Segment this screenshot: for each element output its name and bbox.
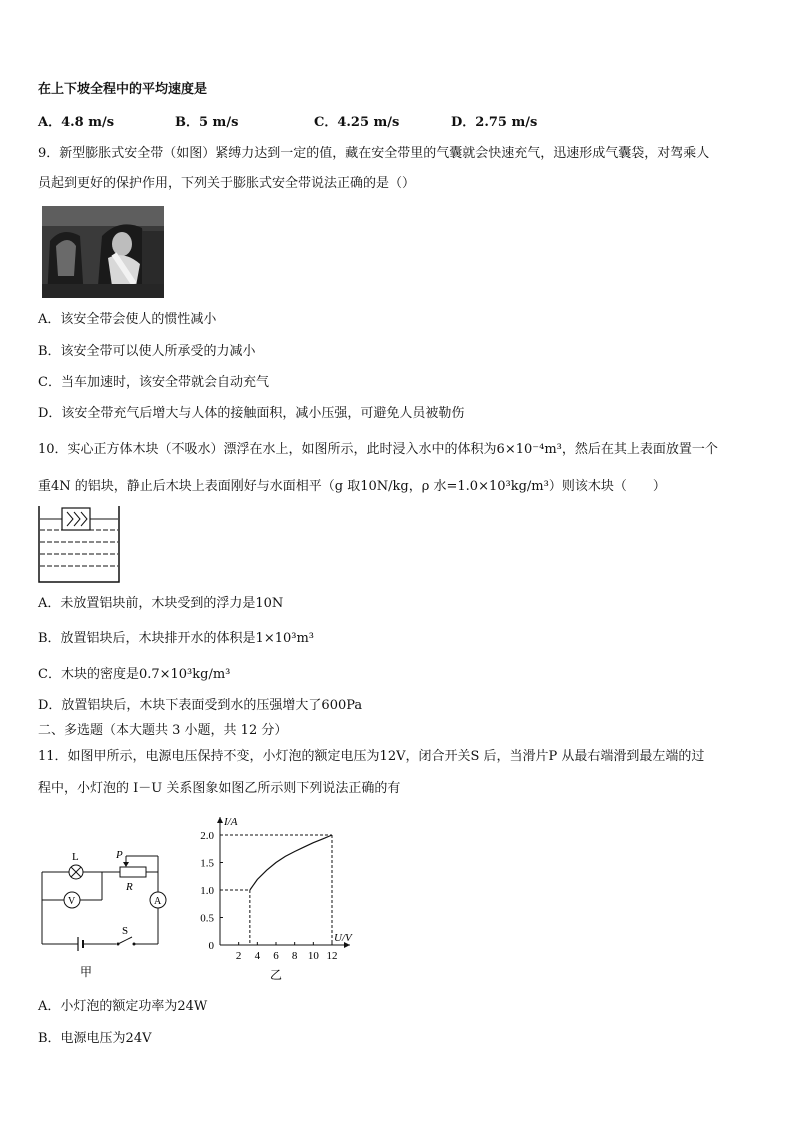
y-tick-label: 1.5 bbox=[200, 857, 214, 870]
q10-stem-line2: 重4N 的铝块，静止后木块上表面刚好与水面相平（g 取10N/kg，ρ 水=1.0×10³kg/m³）则该木块（ ） bbox=[38, 479, 666, 494]
seatbelt-photo bbox=[42, 206, 164, 298]
q9-option-d: D．该安全带充气后增大与人体的接触面积，减小压强，可避免人员被勒伤 bbox=[38, 406, 465, 421]
x-tick-label: 10 bbox=[307, 950, 319, 962]
q10-option-c: C．木块的密度是0.7×10³kg/m³ bbox=[38, 667, 231, 682]
lamp-label: L bbox=[72, 851, 79, 863]
x-axis-label: U/V bbox=[334, 932, 352, 944]
x-tick-label: 8 bbox=[291, 950, 298, 962]
iu-curve bbox=[250, 835, 332, 890]
q11-option-a: A．小灯泡的额定功率为24W bbox=[38, 999, 208, 1014]
x-tick-label: 12 bbox=[326, 950, 338, 962]
rheostat-symbol bbox=[120, 867, 146, 877]
q10-stem-line1: 10．实心正方体木块（不吸水）漂浮在水上，如图所示，此时浸入水中的体积为6×10⁻⁴m³，然后在其上表面放置一个 bbox=[38, 442, 718, 457]
y-tick-label: 1.0 bbox=[200, 885, 214, 897]
q9-option-b: B．该安全带可以使人所承受的力减小 bbox=[38, 344, 256, 359]
x-tick-label: 2 bbox=[235, 950, 242, 962]
iu-graph bbox=[192, 810, 367, 990]
x-tick-label: 6 bbox=[273, 950, 279, 962]
circuit-caption: 甲 bbox=[80, 965, 93, 979]
q10-option-d: D．放置铝块后，木块下表面受到水的压强增大了600Pa bbox=[38, 698, 363, 713]
origin-label: 0 bbox=[208, 940, 214, 952]
rheostat-label: R bbox=[126, 881, 133, 893]
q8-option-a: A．4.8 m/s bbox=[38, 115, 115, 130]
q11-stem-line1: 11．如图甲所示，电源电压保持不变，小灯泡的额定电压为12V，闭合开关S 后，当滑片P 从最右端滑到最左端的过 bbox=[38, 749, 705, 764]
x-tick-label: 4 bbox=[254, 950, 261, 962]
y-axis-arrow bbox=[217, 817, 223, 823]
y-tick-label: 2.0 bbox=[200, 830, 214, 842]
q9-option-a: A．该安全带会使人的惯性减小 bbox=[38, 312, 217, 327]
q8-option-c: C．4.25 m/s bbox=[314, 115, 400, 130]
circuit-diagram bbox=[36, 848, 186, 988]
voltmeter-label: V bbox=[68, 896, 76, 907]
section2-header: 二、多选题（本大题共 3 小题，共 12 分） bbox=[38, 723, 288, 738]
q9-stem-line2: 员起到更好的保护作用，下列关于膨胀式安全带说法正确的是（） bbox=[38, 176, 416, 191]
q11-option-b: B．电源电压为24V bbox=[38, 1031, 152, 1046]
ammeter-label: A bbox=[154, 896, 162, 907]
switch-label: S bbox=[122, 925, 129, 937]
water-container-figure bbox=[38, 504, 120, 584]
q10-option-a: A．未放置铝块前，木块受到的浮力是10N bbox=[38, 596, 284, 611]
graph-caption: 乙 bbox=[269, 968, 283, 982]
q11-stem-line2: 程中，小灯泡的 I－U 关系图象如图乙所示则下列说法正确的有 bbox=[38, 781, 401, 796]
y-tick-label: 0.5 bbox=[200, 912, 214, 925]
intro-line: 在上下坡全程中的平均速度是 bbox=[38, 82, 208, 97]
q9-option-c: C．当车加速时，该安全带就会自动充气 bbox=[38, 375, 269, 390]
q9-stem-line1: 9．新型膨胀式安全带（如图）紧缚力达到一定的值，藏在安全带里的气囊就会快速充气，迅速形成气囊袋，对驾乘人 bbox=[38, 146, 710, 161]
y-axis-label: I/A bbox=[224, 816, 238, 828]
q10-option-b: B．放置铝块后，木块排开水的体积是1×10³m³ bbox=[38, 631, 315, 646]
q8-option-d: D．2.75 m/s bbox=[451, 115, 538, 130]
q8-option-b: B．5 m/s bbox=[175, 115, 239, 130]
slider-label: P bbox=[116, 849, 123, 861]
